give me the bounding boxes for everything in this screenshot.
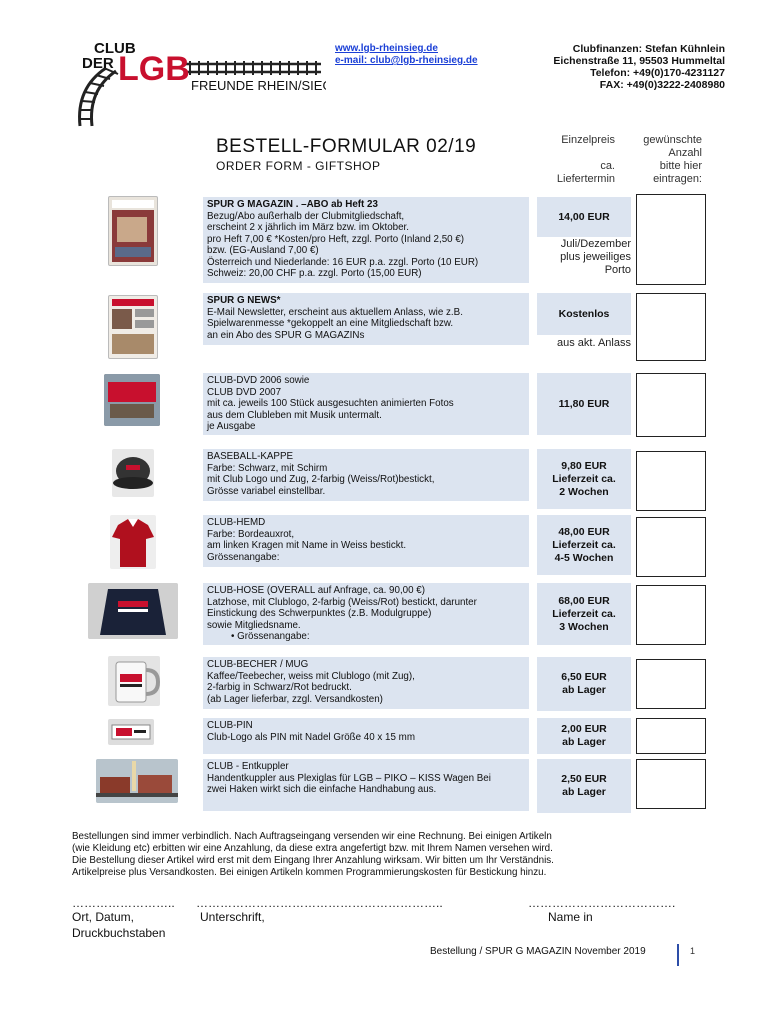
item-description-cap: [203, 449, 529, 501]
item-line: Bezug/Abo außerhalb der Clubmitgliedschaft,: [207, 210, 405, 222]
email-link[interactable]: e-mail: club@lgb-rheinsieg.de: [335, 55, 478, 66]
form-subtitle: ORDER FORM - GIFTSHOP: [216, 159, 381, 173]
pin-thumbnail: [108, 719, 154, 745]
price-delivery: 2 Wochen: [559, 485, 609, 498]
price-magazine: [537, 197, 631, 237]
newsletter-thumbnail: [108, 295, 158, 359]
delivery-line: Juli/Dezember: [560, 238, 631, 250]
col-delivery-label-1: ca.: [600, 160, 615, 172]
trousers-thumbnail: [88, 583, 178, 639]
signature-dots-signature: ……………………………………………………..: [196, 896, 443, 910]
item-line: • Grössenangabe:: [231, 631, 310, 642]
item-line: CLUB - Entkuppler: [207, 761, 289, 772]
price-dvd: [537, 373, 631, 435]
page-number: 1: [690, 946, 696, 956]
item-line: Grössenangabe:: [207, 551, 280, 563]
item-line: Kaffee/Teebecher, weiss mit Clublogo (mit Zug),: [207, 670, 415, 682]
item-description-trousers: [203, 583, 529, 645]
item-line: CLUB-BECHER / MUG: [207, 659, 309, 670]
item-line: Latzhose, mit Clublogo, 2-farbig (Weiss/Rot) bestickt, darunter: [207, 596, 477, 608]
quantity-input-newsletter[interactable]: [636, 293, 706, 361]
item-line: sowie Mitgliedsname.: [207, 619, 301, 631]
note-line: (wie Kleidung etc) erbitten wir eine Anzahlung, da diese extra angefertigt bzw. mit Ihrem Namen versehen wird.: [72, 843, 553, 854]
contact-block: [553, 43, 725, 91]
col-price-label: Einzelpreis: [561, 134, 615, 146]
price-cap: [537, 449, 631, 509]
signature-label: Unterschrift,: [200, 910, 265, 924]
contact-fax: FAX: +49(0)3222-2408980: [599, 79, 725, 91]
price-value: 68,00 EUR: [558, 594, 610, 607]
contact-street: Eichenstraße 11, 95503 Hummeltal: [553, 55, 725, 67]
logo-freunde-text: FREUNDE RHEIN/SIEG: [191, 78, 326, 93]
item-line: am linken Kragen mit Name in Weiss bestickt.: [207, 540, 407, 551]
item-line: CLUB-PIN: [207, 720, 253, 731]
item-line: SPUR G MAGAZIN . –ABO ab Heft 23: [207, 199, 378, 210]
price-value: Kostenlos: [558, 307, 610, 320]
item-line: Farbe: Bordeauxrot,: [207, 528, 295, 540]
price-value: 11,80 EUR: [558, 397, 610, 410]
price-mug: [537, 657, 631, 711]
quantity-input-cap[interactable]: [636, 451, 706, 511]
price-delivery: Lieferzeit ca.: [552, 607, 616, 620]
header-links: [335, 43, 478, 67]
website-link[interactable]: www.lgb-rheinsieg.de: [335, 43, 438, 54]
delivery-line: aus akt. Anlass: [557, 337, 631, 349]
price-delivery: 3 Wochen: [559, 620, 609, 633]
magazine-thumbnail: [108, 196, 158, 266]
place-date-label: Ort, Datum,: [72, 910, 135, 924]
quantity-input-mug[interactable]: [636, 659, 706, 709]
item-line: CLUB-HEMD: [207, 517, 266, 528]
logo-der-text: DER: [82, 55, 114, 72]
price-value: 2,50 EUR: [561, 773, 607, 785]
item-line: mit Club Logo und Zug, 2-farbig (Weiss/Rot)bestickt,: [207, 474, 435, 485]
item-description-newsletter: [203, 293, 529, 345]
logo-club-text: CLUB: [94, 40, 136, 57]
price-uncoupler: [537, 759, 631, 813]
note-line: Bestellungen sind immer verbindlich. Nach Auftragseingang versenden wir eine Rechnung. Bei einigen Artikeln: [72, 831, 552, 842]
item-line: CLUB-HOSE (OVERALL auf Anfrage, ca. 90,00 €): [207, 585, 425, 596]
item-line: pro Heft 7,00 € *Kosten/pro Heft, zzgl. Porto (Inland 2,50 €): [207, 233, 465, 245]
price-newsletter: [537, 293, 631, 335]
item-line: (ab Lager lieferbar, zzgl. Versandkosten): [207, 693, 383, 705]
item-line: Handentkuppler aus Plexiglas für LGB – PIKO – KISS Wagen Bei: [207, 772, 491, 784]
col-qty-label-2: Anzahl: [668, 147, 702, 159]
mug-thumbnail: [108, 656, 160, 706]
col-qty-label-4: eintragen:: [653, 173, 702, 185]
note-line: Die Bestellung dieser Artikel wird erst mit dem Eingang Ihrer Anzahlung wirksam. Wir bitten um Ihr Verständnis.: [72, 855, 554, 866]
signature-dots-place: ……………………..: [72, 896, 175, 910]
item-line: Farbe: Schwarz, mit Schirm: [207, 462, 328, 474]
item-line: SPUR G NEWS*: [207, 295, 281, 306]
item-line: Club-Logo als PIN mit Nadel Größe 40 x 15 mm: [207, 731, 415, 743]
item-line: erscheint 2 x jährlich im März bzw. im Oktober.: [207, 222, 409, 233]
page-divider: [677, 944, 679, 966]
price-trousers: [537, 583, 631, 645]
item-description-dvd: [203, 373, 529, 435]
name-label: Name in: [548, 910, 593, 924]
quantity-input-uncoupler[interactable]: [636, 759, 706, 809]
item-line: E-Mail Newsletter, erscheint aus aktuellem Anlass, wie z.B.: [207, 306, 463, 318]
price-delivery: ab Lager: [562, 736, 606, 748]
price-delivery: ab Lager: [562, 786, 606, 798]
block-letters-label: Druckbuchstaben: [72, 926, 166, 940]
delivery-magazine: [537, 238, 631, 277]
price-value: 48,00 EUR: [558, 525, 610, 538]
item-line: CLUB DVD 2007: [207, 386, 282, 398]
item-description-mug: [203, 657, 529, 709]
item-line: bzw. (EG-Ausland 7,00 €): [207, 245, 319, 256]
item-description-shirt: [203, 515, 529, 567]
logo-lgb-text: LGB: [118, 50, 190, 88]
price-value: 9,80 EUR: [561, 459, 607, 472]
item-line: CLUB-DVD 2006 sowie: [207, 375, 310, 386]
price-delivery: Lieferzeit ca.: [552, 472, 616, 485]
price-delivery: 4-5 Wochen: [554, 551, 614, 564]
item-line: 2-farbig in Schwarz/Rot bedruckt.: [207, 682, 352, 693]
delivery-newsletter: [537, 337, 631, 349]
price-shirt: [537, 515, 631, 575]
club-logo: [66, 38, 326, 128]
item-description-uncoupler: [203, 759, 529, 811]
quantity-input-dvd[interactable]: [636, 373, 706, 437]
delivery-line: Porto: [604, 264, 631, 276]
item-line: Österreich und Niederlande: 16 EUR p.a. zzgl. Porto (10 EUR): [207, 256, 479, 268]
dvd-thumbnail: [104, 374, 160, 426]
contact-phone: Telefon: +49(0)170-4231127: [590, 67, 725, 79]
col-delivery-header: [515, 160, 615, 186]
signature-dots-name: ……………………………….: [528, 896, 676, 910]
item-description-pin: [203, 718, 529, 754]
col-qty-header: [612, 134, 702, 186]
item-line: Spielwarenmesse *gekoppelt an eine Mitgliedschaft bzw.: [207, 318, 454, 329]
quantity-input-pin[interactable]: [636, 718, 706, 754]
item-line: BASEBALL-KAPPE: [207, 451, 294, 462]
item-line: zwei Haken wirkt sich die einfache Handhabung aus.: [207, 784, 437, 795]
item-line: Einstickung des Schwerpunktes (z.B. Modulgruppe): [207, 608, 432, 619]
item-line: mit ca. jeweils 100 Stück ausgesuchten animierten Fotos: [207, 398, 454, 409]
price-value: 2,00 EUR: [561, 723, 607, 735]
item-line: Schweiz: 20,00 CHF p.a. zzgl. Porto (15,00 EUR): [207, 268, 422, 279]
price-value: 14,00 EUR: [558, 210, 610, 223]
cap-thumbnail: [112, 449, 154, 497]
price-value: 6,50 EUR: [561, 671, 607, 683]
quantity-input-magazine[interactable]: [636, 194, 706, 285]
form-title: BESTELL-FORMULAR 02/19: [216, 136, 477, 157]
price-delivery: ab Lager: [562, 684, 606, 696]
col-price-header: [515, 134, 615, 147]
item-line: aus dem Clubleben mit Musik untermalt.: [207, 409, 382, 421]
item-line: an ein Abo des SPUR G MAGAZINs: [207, 329, 365, 341]
delivery-line: plus jeweiliges: [560, 251, 631, 263]
note-line: Artikelpreise plus Versandkosten. Bei einigen Artikeln kommen Programmierungskosten für Bestickung hinzu.: [72, 867, 547, 878]
item-line: Grösse variabel einstellbar.: [207, 485, 326, 497]
shirt-thumbnail: [110, 515, 156, 569]
col-delivery-label-2: Liefertermin: [556, 173, 615, 185]
price-pin: [537, 718, 631, 754]
order-note: [72, 831, 702, 879]
uncoupler-thumbnail: [96, 759, 178, 803]
quantity-input-trousers[interactable]: [636, 585, 706, 645]
col-qty-label-3: bitte hier: [659, 160, 702, 172]
price-delivery: Lieferzeit ca.: [552, 538, 616, 551]
quantity-input-shirt[interactable]: [636, 517, 706, 577]
col-qty-label-1: gewünschte: [643, 134, 702, 146]
item-description-magazine: [203, 197, 529, 283]
item-line: je Ausgabe: [207, 421, 256, 432]
footer-text: Bestellung / SPUR G MAGAZIN November 2019: [430, 946, 646, 957]
contact-name: Clubfinanzen: Stefan Kühnlein: [572, 43, 725, 55]
